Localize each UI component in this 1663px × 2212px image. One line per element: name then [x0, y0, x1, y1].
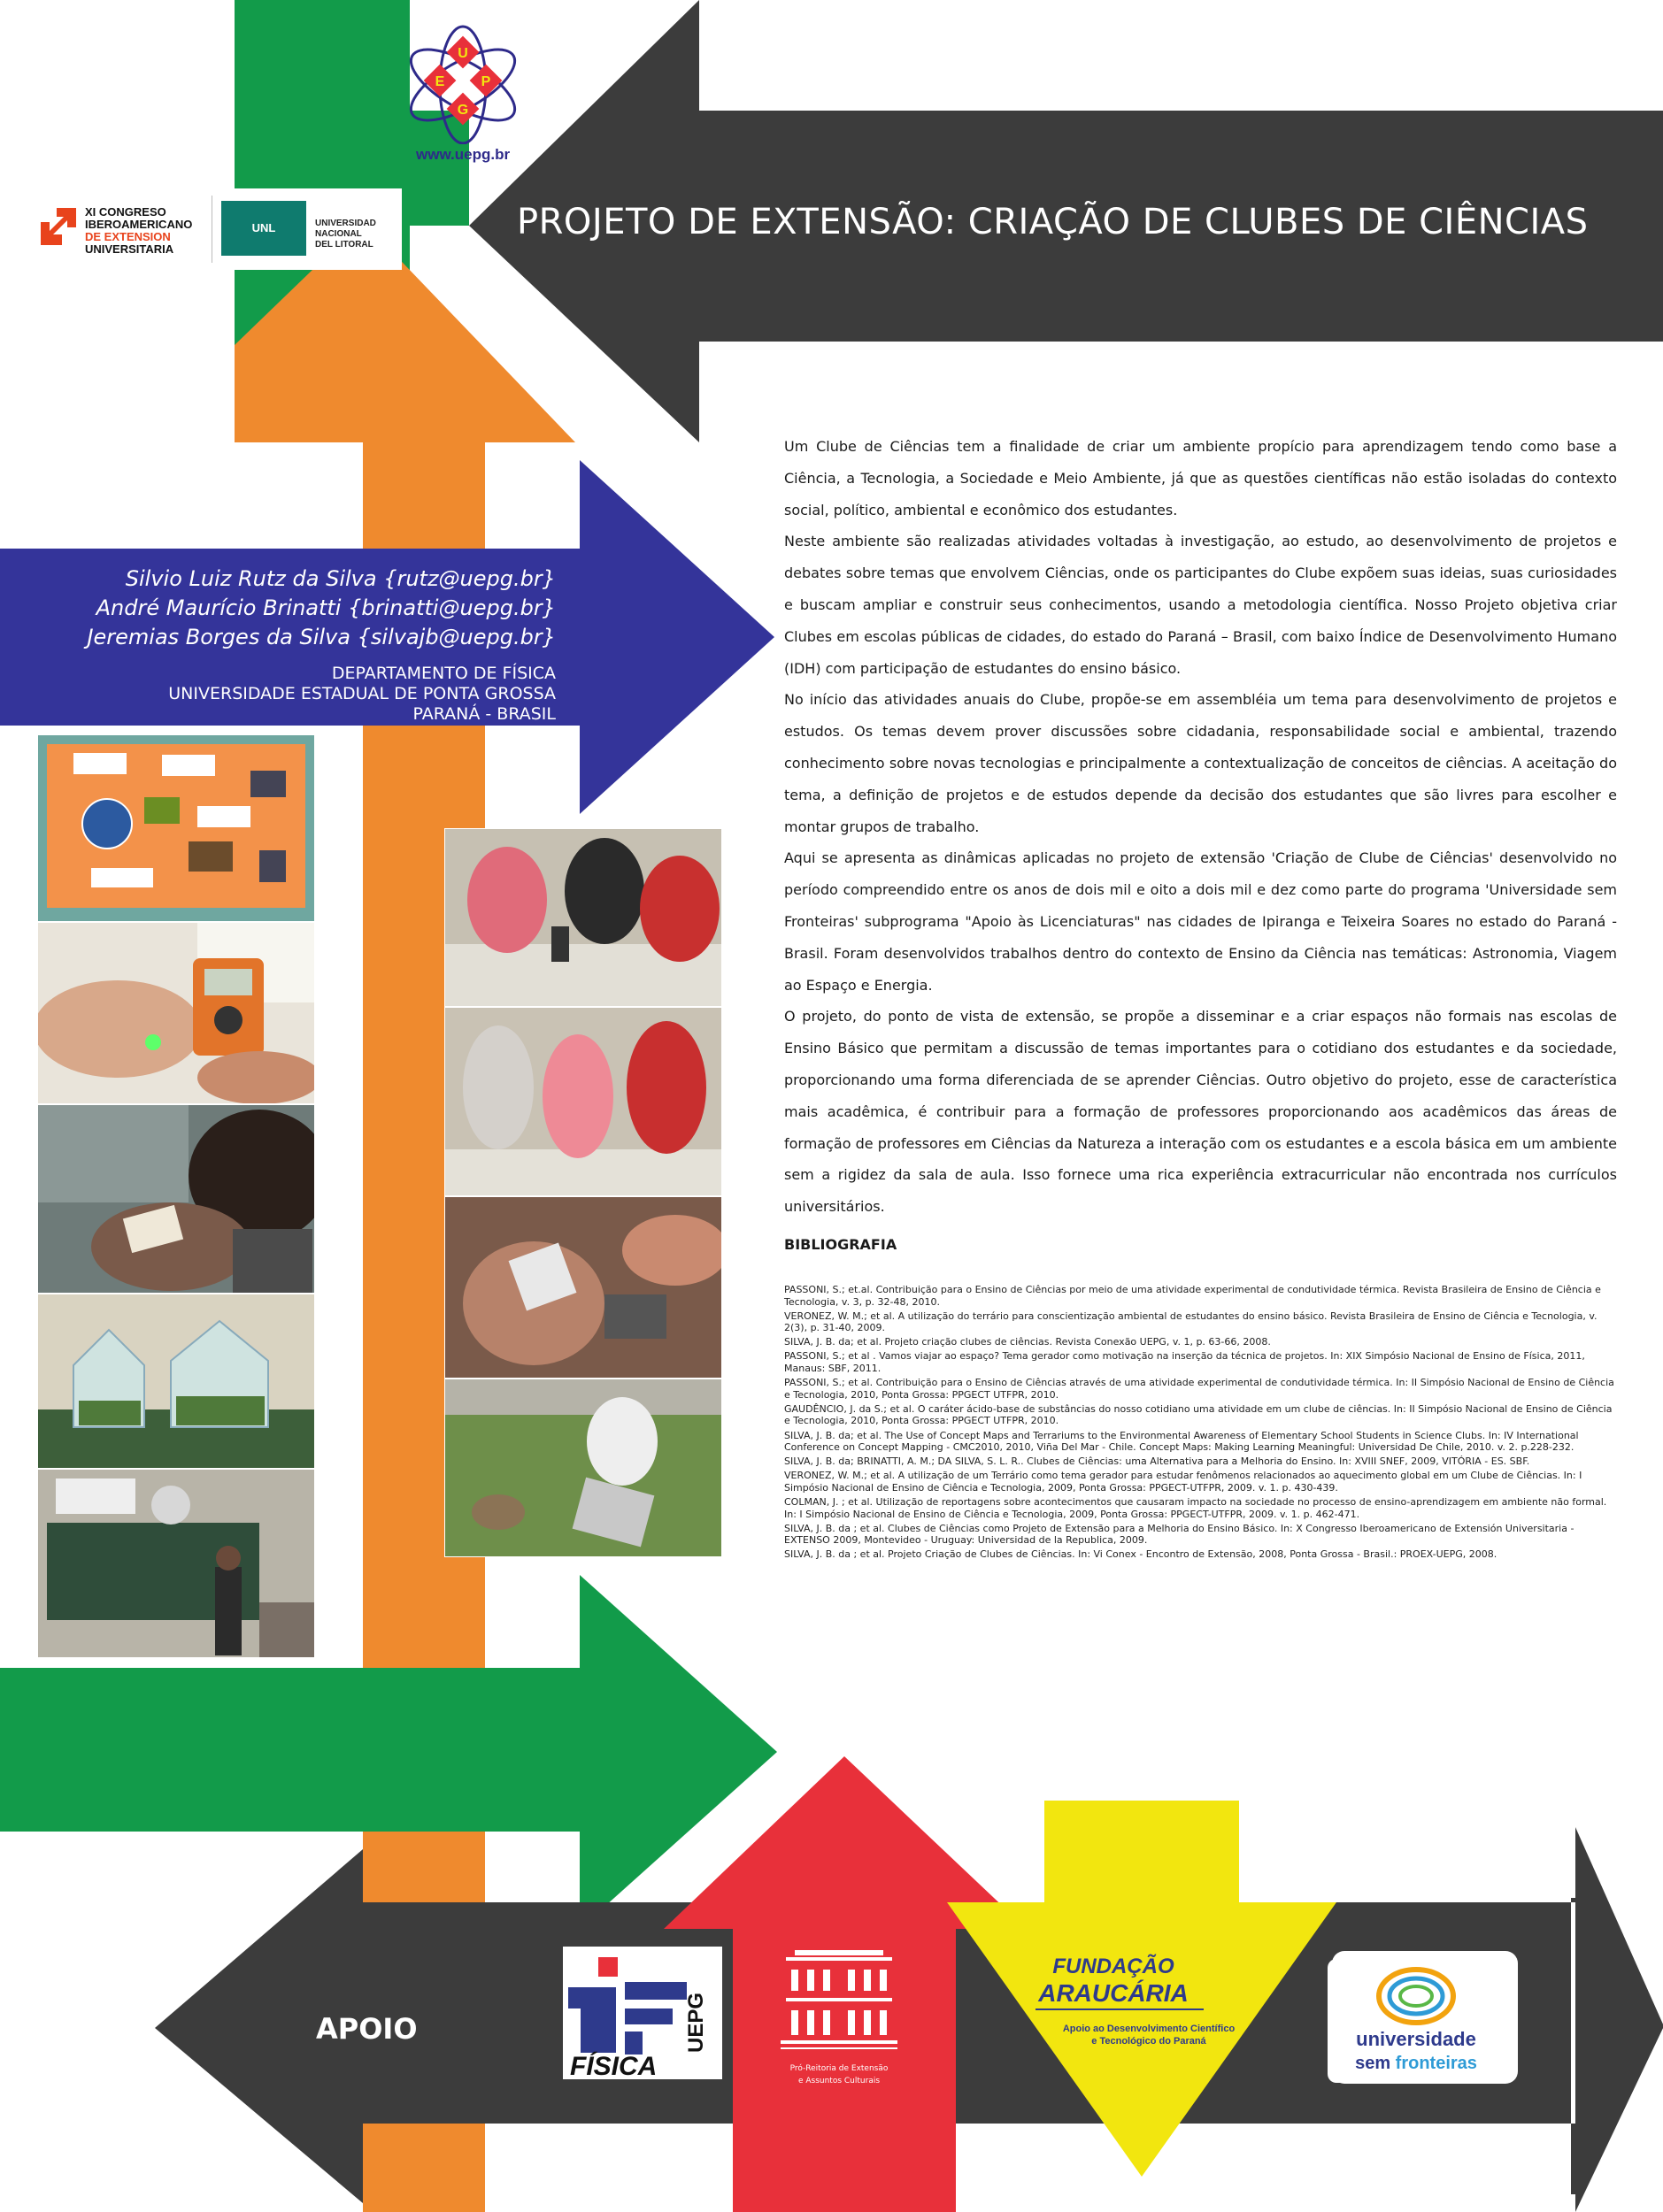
- poster-title: PROJETO DE EXTENSÃO: CRIAÇÃO DE CLUBES DE CIÊNCIAS: [517, 202, 1589, 242]
- reference: PASSONI, S.; et al . Vamos viajar ao espaço? Tema gerador como motivação na inserção da técnica de projetos. In: XIX Simpósio Nacional de Ensino de Física, 2011, Manaus: SBF, 2011.: [784, 1350, 1585, 1375]
- reference: PASSONI, S.; et.al. Contribuição para o Ensino de Ciências por meio de uma atividade experimental de condutividade térmica. Revista Brasileira de Ensino de Ciência e Tecnologia, v. 3, p. 32-48, 2010.: [784, 1284, 1601, 1308]
- photo-concept-map: [37, 734, 315, 922]
- reference: PASSONI, S.; et al. Contribuição para o Ensino de Ciências através de uma atividade experimental de condutividade térmica. In: II Simpósio Nacional de Ensino de Ciência e Tecnologia, 2010, Ponta Grossa: PPGECT UTFPR, 2010.: [784, 1377, 1614, 1401]
- author-3: Jeremias Borges da Silva {silvajb@uepg.br}: [87, 625, 556, 649]
- usf-swirl-icon: [1379, 1970, 1453, 2023]
- araucaria-logo: [1009, 1947, 1274, 2079]
- uepg-logo: [397, 25, 529, 166]
- reference: SILVA, J. B. da; et al. Projeto criação clubes de ciências. Revista Conexão UEPG, v. 1, p. 63-66, 2008.: [784, 1336, 1271, 1348]
- body-text: [784, 431, 1617, 1223]
- dark-arrow-bottom-right: [1575, 1827, 1663, 2212]
- proex-line1: Pró-Reitoria de Extensão: [789, 2064, 889, 2073]
- paragraph: Um Clube de Ciências tem a finalidade de criar um ambiente propício para aprendizagem tendo como base a Ciência, a Tecnologia, a Sociedade e Meio Ambiente, já que as questões científicas não estão isoladas do contexto social, político, ambiental e econômico dos estudantes.: [784, 438, 1617, 518]
- photo-classroom-board: [37, 1469, 315, 1658]
- reference-list: [784, 1284, 1617, 1563]
- uepg-letter: G: [457, 103, 469, 118]
- proex-logo: [768, 1939, 910, 2095]
- unl-mark: UNL: [221, 201, 306, 256]
- reference: SILVA, J. B. da ; et al. Clubes de Ciências como Projeto de Extensão para a Melhoria do Ensino Básico. In: X Congresso Iberoamericano de Extensión Universitaria - EXTENSO 2009, Montevideo - Uruguay: Universidad de la Republica, 2009.: [784, 1522, 1574, 1547]
- reference: VERONEZ, W. M.; et al. A utilização de um Terrário como tema gerador para estudar fenômenos relacionados ao aquecimento global em um Clube de Ciências. In: I Simpósio Nacional de Ensino de Ciência e Tecnologia, 2009, Ponta Grossa: PPGECT-UTFPR, 2009. v. 1. p. 430-439.: [784, 1470, 1582, 1494]
- author-2: André Maurício Brinatti {brinatti@uepg.br}: [96, 595, 556, 620]
- photo-students-writing: [37, 1104, 315, 1294]
- photo-multimeter: [37, 922, 315, 1104]
- photo-terrariums: [37, 1294, 315, 1469]
- paragraph: O projeto, do ponto de vista de extensão, se propõe a disseminar e a criar espaços não formais nas escolas de Ensino Básico que permitam a discussão de temas importantes para o cotidiano dos estudantes e da sociedade, proporcionando uma forma diferenciada de se aprender Ciências. Outro objetivo do projeto, esse de característica mais acadêmica, é contribuir para a formação de professores proporcionando aos acadêmicos das áreas de formação de professores em Ciências da Natureza a interação com os estudantes e a escola básica em um ambiente sem a rigidez da sala de aula. Isso fornece uma rica experiência extracurricular não encontrada nos currículos universitários.: [784, 1008, 1617, 1216]
- atom-icon: [397, 25, 529, 144]
- uepg-letter: U: [458, 46, 468, 61]
- fisica-uepg-logo: [563, 1947, 722, 2079]
- photo-microscope: [444, 828, 722, 1007]
- building-icon: [768, 1939, 910, 2095]
- usf-logo: [1328, 1959, 1505, 2083]
- fisica-logo-icon: [563, 1947, 722, 2079]
- reference: GAUDÊNCIO, J. da S.; et al. O caráter ácido-base de substâncias do nosso cotidiano uma atividade em um clube de ciências. In: II Simpósio Nacional de Ensino de Ciência e Tecnologia, 2010, Ponta Grossa: PPGECT UTFPR, 2010.: [784, 1402, 1613, 1427]
- support-label: APOIO: [316, 2012, 418, 2046]
- reference: COLMAN, J. ; et al. Utilização de reportagens sobre acontecimentos que causaram impacto na sociedade no processo de ensino-aprendizagem em ambiente não formal. In: I Simpósio Nacional de Ensino de Ciência e Tecnologia, 2009, Ponta Grossa: PPGECT-UTFPR, 2009. v. 1. p. 462-471.: [784, 1496, 1607, 1520]
- proex-line2: e Assuntos Culturais: [797, 2077, 881, 2085]
- bibliography-heading: BIBLIOGRAFIA: [784, 1236, 897, 1253]
- author-1: Silvio Luiz Rutz da Silva {rutz@uepg.br}: [125, 566, 556, 591]
- paragraph: No início das atividades anuais do Clube, propõe-se em assembléia um tema para desenvolvimento de projetos e estudos. Os temas devem prover discussões sobre cidadania, responsabilidade social e ambiental, trazendo conhecimento sobre novas tecnologias e principalmente a contextualização de conceitos de ciências. A aceitação do tema, a definição de projetos e de estudos depende da decisão dos estudantes que são livres para escolher e montar grupos de trabalho.: [784, 691, 1617, 835]
- congress-name: XI CONGRESO IBEROAMERICANO DE EXTENSION UNIVERSITARIA: [85, 205, 193, 256]
- author-list: [35, 565, 556, 652]
- paragraph: Aqui se apresenta as dinâmicas aplicadas no projeto de extensão 'Criação de Clube de Ciências' desenvolvido no período compreendido entre os anos de dois mil e oito a dois mil e dez como parte do programa 'Universidade sem Fronteiras' subprograma "Apoio às Licenciaturas" nas cidades de Ipiranga e Teixeira Soares no estado do Paraná - Brasil. Foram desenvolvidos trabalhos dentro do contexto de Ensino da Ciência nas temáticas: Astronomia, Viagem ao Espaço e Energia.: [784, 849, 1617, 994]
- photo-lab-group: [444, 1007, 722, 1196]
- arrow-logo-icon: [37, 204, 76, 249]
- reference: SILVA, J. B. da ; et al. Projeto Criação de Clubes de Ciências. In: Vi Conex - Encontro de Extensão, 2008, Ponta Grossa - Brasil.: PROEX-UEPG, 2008.: [784, 1548, 1497, 1561]
- fisica-word: FÍSICA: [570, 2052, 658, 2079]
- araucaria-line1: FUNDAÇÃO: [1052, 1955, 1174, 1978]
- araucaria-line2: ARAUCÁRIA: [1038, 1979, 1189, 2007]
- uepg-letter: E: [435, 74, 445, 89]
- affiliation: DEPARTAMENTO DE FÍSICA UNIVERSIDADE ESTADUAL DE PONTA GROSSA PARANÁ - BRASIL: [168, 664, 556, 724]
- photo-solar-oven: [444, 1379, 722, 1557]
- araucaria-line3: Apoio ao Desenvolvimento Científico: [1062, 2024, 1236, 2034]
- fisica-uepg-word: UEPG: [684, 1992, 708, 2053]
- reference: SILVA, J. B. da; BRINATTI, A. M.; DA SILVA, S. L. R.. Clubes de Ciências: uma Alternativa para a Melhoria do Ensino. In: XVIII SNEF, 2009, VITÓRIA - ES. SBF.: [784, 1455, 1530, 1468]
- usf-line1: universidade: [1356, 2028, 1476, 2050]
- paragraph: Neste ambiente são realizadas atividades voltadas à investigação, ao estudo, ao desenvolvimento de projetos e debates sobre temas que envolvem Ciências, onde os participantes do Clube expõem suas ideias, suas curiosidades e buscam ampliar e construir seus conhecimentos, usando a metodologia científica. Nosso Projeto objetiva criar Clubes em escolas públicas de cidades, do estado do Paraná – Brasil, com baixo Índice de Desenvolvimento Humano (IDH) com participação de estudantes do ensino básico.: [784, 533, 1617, 677]
- uepg-url[interactable]: www.uepg.br: [416, 146, 511, 163]
- araucaria-line4: e Tecnológico do Paraná: [1091, 2036, 1206, 2047]
- usf-line2: sem fronteiras: [1355, 2054, 1477, 2073]
- unl-name: UNIVERSIDAD NACIONAL DEL LITORAL: [315, 219, 376, 250]
- congress-logos: [30, 188, 402, 270]
- photo-experiment: [444, 1196, 722, 1379]
- reference: SILVA, J. B. da; et al. The Use of Concept Maps and Terrariums to the Environmental Awareness of Elementary School Students in Science Clubs. In: IV International Conference on Concept Mapping - CMC2010, 2010, Viña Del Mar - Chile. Concept Maps: Making Learning Meaningful: Universidad De Chile, 2010. v. 2. p.228-232.: [784, 1429, 1579, 1454]
- uepg-letter: P: [481, 74, 491, 89]
- reference: VERONEZ, W. M.; et al. A utilização do terrário para conscientização ambiental de estudantes do ensino básico. Revista Brasileira de Ensino de Ciência e Tecnologia, v. 2(3), p. 31-40, 2009.: [784, 1310, 1598, 1334]
